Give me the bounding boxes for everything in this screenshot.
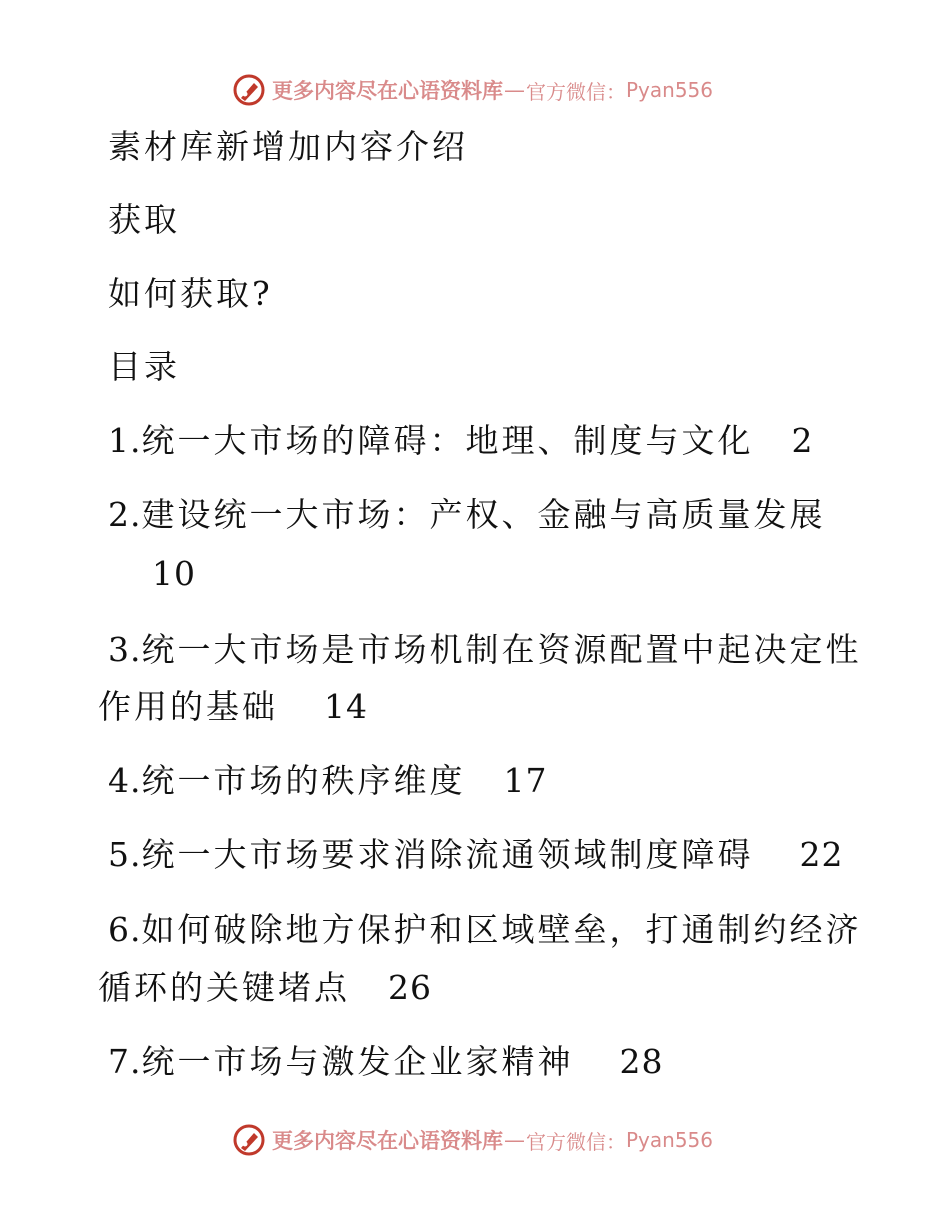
watermark-id: Pyan556	[626, 78, 714, 102]
toc-entry-title: 统一市场与激发企业家精神	[141, 1042, 574, 1081]
toc-entry-page: 2	[791, 421, 814, 460]
toc-entry-4[interactable]	[108, 761, 548, 801]
toc-entry-title: 统一大市场是市场机制在资源配置中起决定性	[141, 630, 862, 669]
toc-entry-page: 28	[619, 1042, 664, 1081]
toc-entry-number: 6.	[108, 910, 142, 949]
toc-entry-title: 建设统一大市场：产权、金融与高质量发展	[141, 495, 826, 534]
intro-how: 如何获取?	[108, 274, 273, 313]
intro-get: 获取	[108, 200, 180, 239]
toc-entry-title: 统一市场的秩序维度	[141, 761, 466, 800]
toc-entry-page: 26	[388, 968, 432, 1007]
toc-entry-title-cont: 作用的基础	[98, 687, 278, 726]
toc-entry-number: 5.	[108, 835, 142, 874]
intro-heading: 素材库新增加内容介绍	[108, 127, 468, 166]
toc-entry-number: 4.	[108, 761, 142, 800]
toc-entry-title: 统一大市场要求消除流通领域制度障碍	[141, 835, 754, 874]
watermark-dash: —	[504, 78, 525, 102]
toc-entry-5[interactable]	[108, 835, 844, 875]
footer-watermark	[232, 1120, 713, 1160]
toc-title: 目录	[108, 347, 180, 386]
toc-entry-page: 17	[503, 761, 548, 800]
toc-entry-title: 如何破除地方保护和区域壁垒，打通制约经济	[141, 910, 862, 949]
toc-entry-7[interactable]	[108, 1042, 664, 1082]
toc-entry-title: 统一大市场的障碍：地理、制度与文化	[141, 421, 754, 460]
toc-entry-number: 7.	[108, 1042, 142, 1081]
header-watermark	[232, 70, 713, 110]
toc-entry-page: 10	[152, 554, 196, 593]
watermark-text: 更多内容尽在心语资料库	[272, 1128, 503, 1153]
pen-logo-icon	[232, 1123, 266, 1157]
toc-entry-6-cont	[98, 968, 432, 1008]
toc-entry-page: 14	[324, 687, 368, 726]
toc-entry-3[interactable]	[108, 630, 862, 670]
toc-entry-3-cont	[98, 687, 368, 727]
watermark-label: 官方微信：	[526, 79, 626, 104]
toc-entry-title-cont: 循环的关键堵点	[98, 968, 350, 1007]
toc-entry-number: 3.	[108, 630, 142, 669]
toc-entry-6[interactable]	[108, 910, 862, 950]
toc-entry-page: 22	[799, 835, 844, 874]
toc-entry-number: 1.	[108, 421, 142, 460]
pen-logo-icon	[232, 73, 266, 107]
toc-entry-2[interactable]	[108, 495, 826, 535]
toc-entry-2-page	[152, 554, 196, 594]
watermark-text: 更多内容尽在心语资料库	[272, 78, 503, 103]
watermark-id: Pyan556	[626, 1128, 714, 1152]
toc-entry-number: 2.	[108, 495, 142, 534]
toc-entry-1[interactable]	[108, 421, 814, 461]
watermark-dash: —	[504, 1128, 525, 1152]
watermark-label: 官方微信：	[526, 1129, 626, 1154]
